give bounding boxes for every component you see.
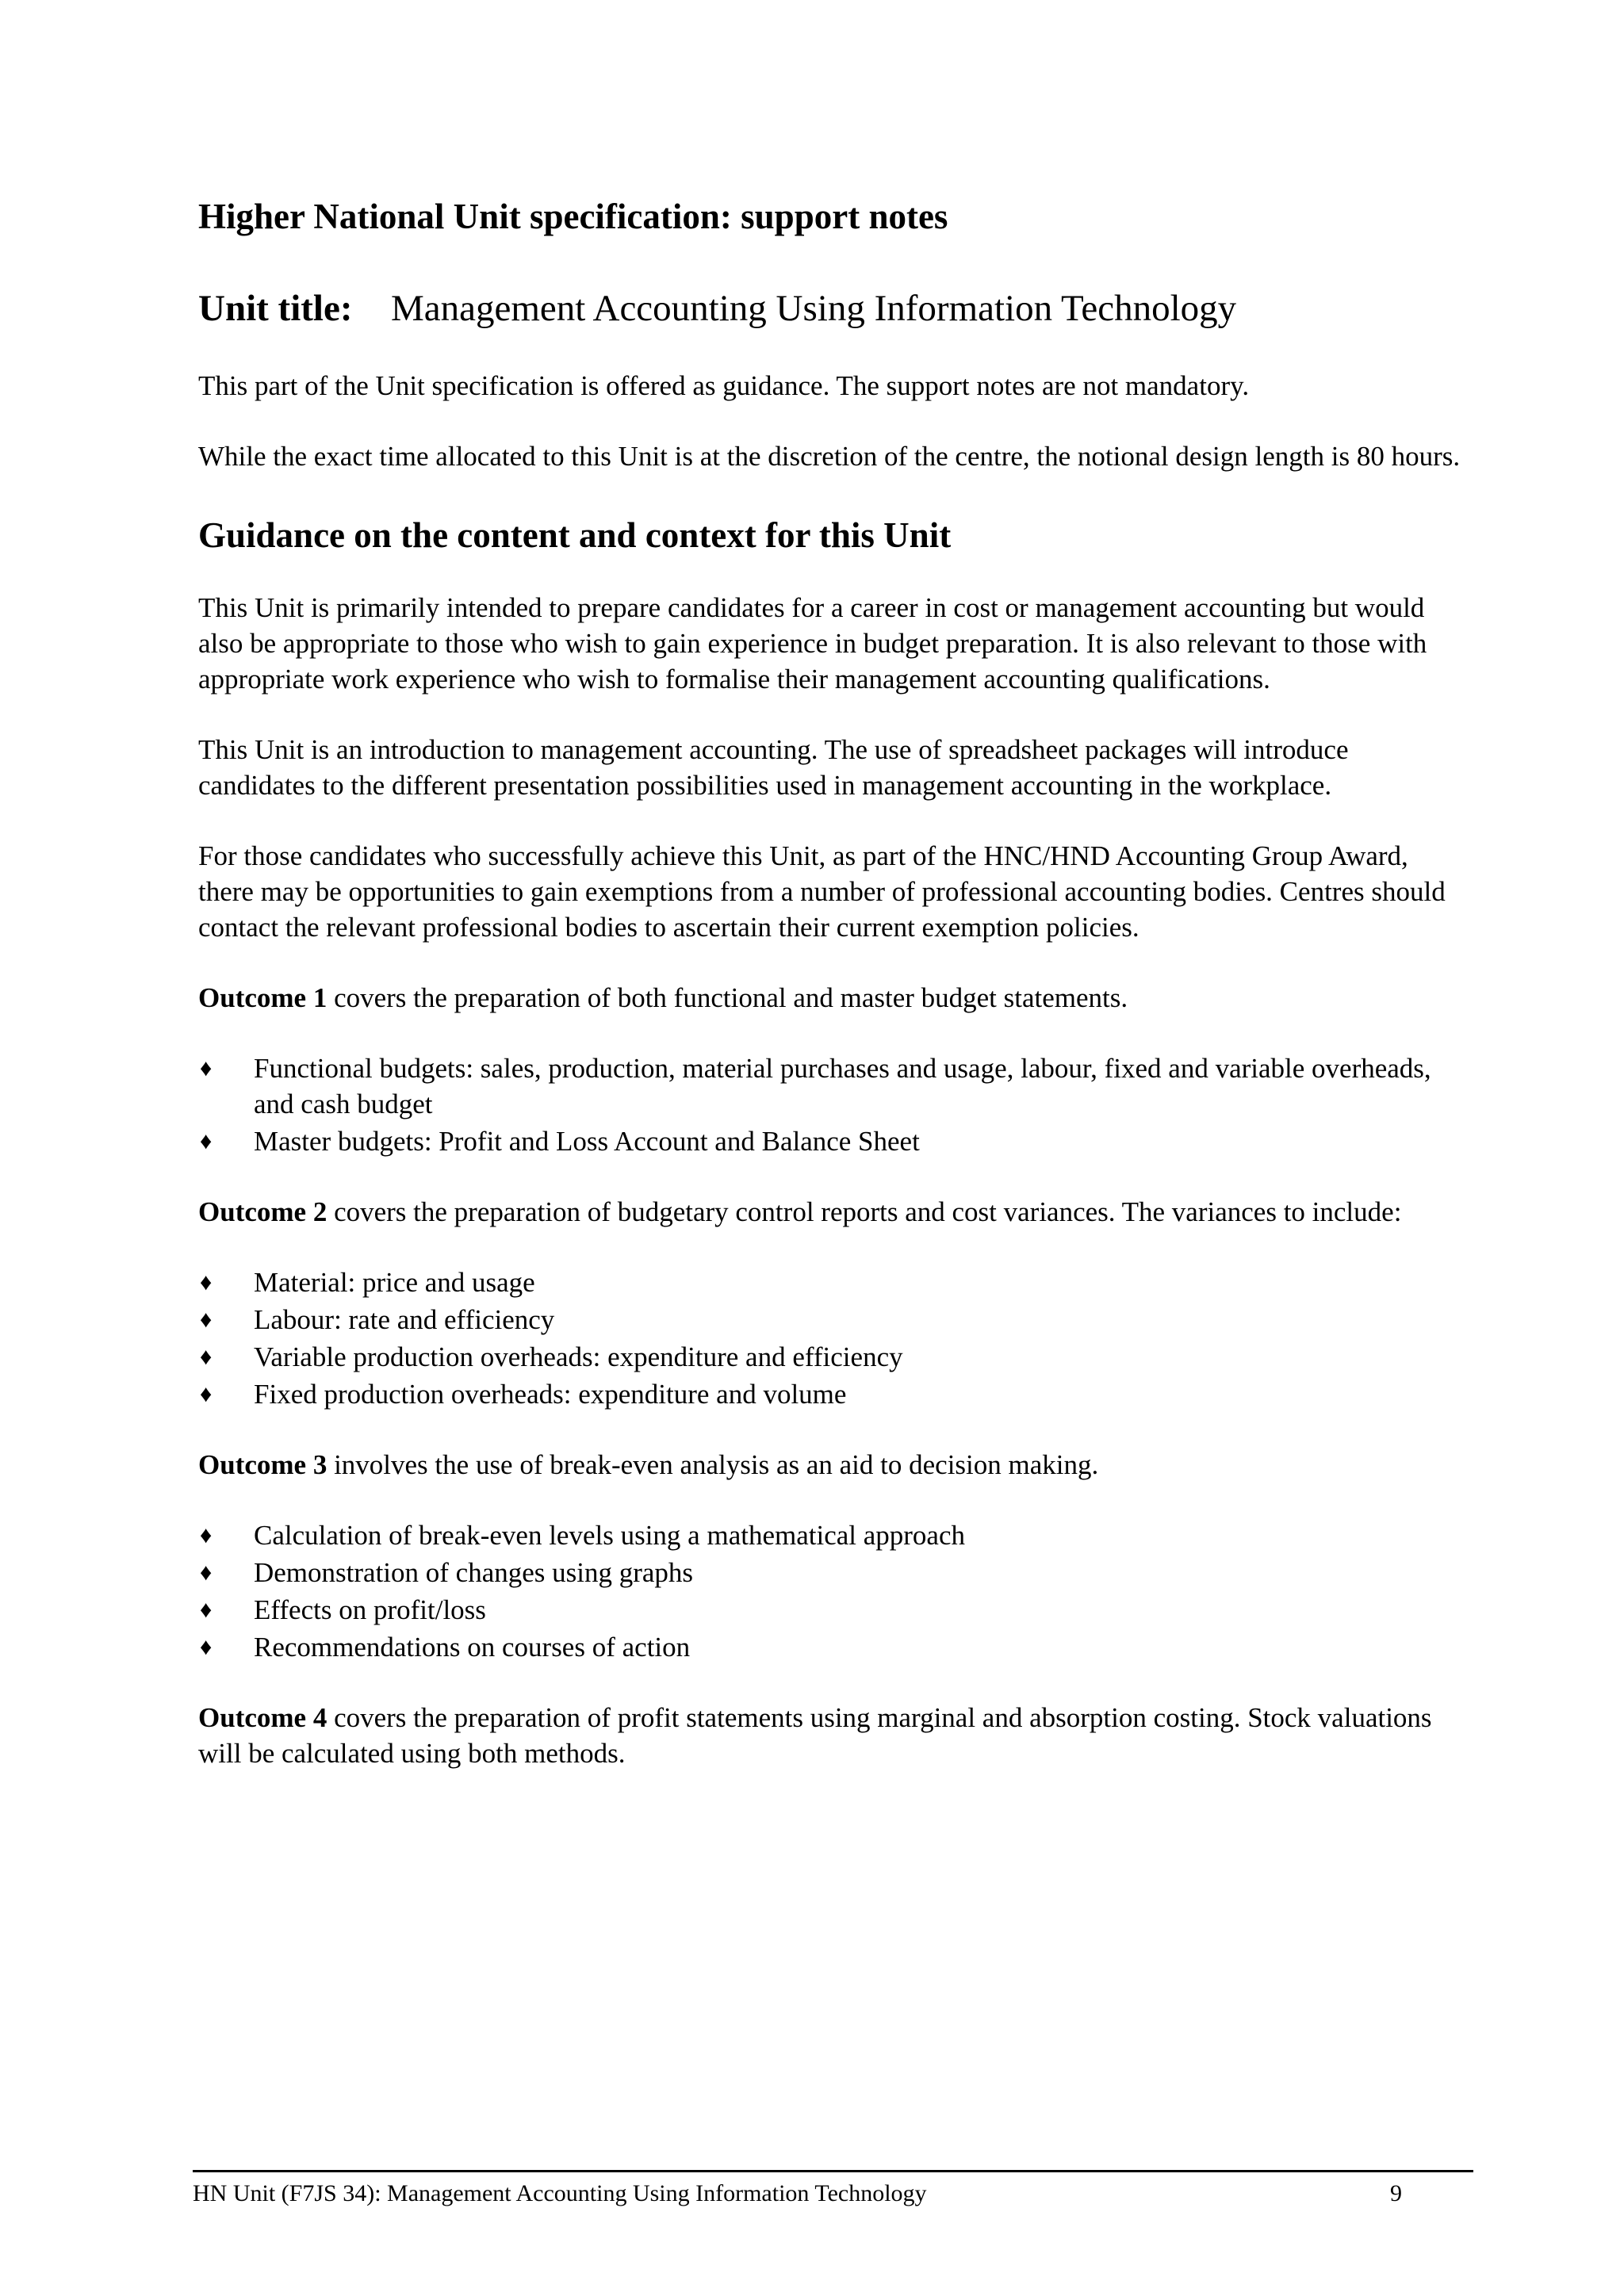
list-item — [198, 1302, 1467, 1337]
list-item-text: Material: price and usage — [254, 1266, 535, 1298]
list-item — [198, 1339, 1467, 1375]
list-item — [198, 1050, 1467, 1122]
unit-title-label: Unit title: — [198, 287, 353, 329]
outcome-2-list — [198, 1265, 1467, 1412]
list-item — [198, 1265, 1467, 1300]
body-paragraph: For those candidates who successfully achieve this Unit, as part of the HNC/HND Accounting Group Award, there may be opportunities to gain exemptions from a number of professional accounting bodies. Centres should contact the relevant professional bodies to ascertain their current exemption policies. — [198, 840, 1446, 943]
unit-title-value: Management Accounting Using Information Technology — [391, 287, 1237, 329]
list-item-text: Fixed production overheads: expenditure and volume — [254, 1378, 847, 1410]
outcome-3-list — [198, 1517, 1467, 1665]
list-item — [198, 1592, 1467, 1628]
list-item-text: Labour: rate and efficiency — [254, 1303, 555, 1335]
outcome-label: Outcome 3 — [198, 1448, 327, 1480]
outcome-label: Outcome 2 — [198, 1196, 327, 1227]
outcome-label: Outcome 4 — [198, 1701, 327, 1733]
diamond-bullet-icon: ♦ — [200, 1559, 213, 1586]
outcome-2-paragraph — [198, 1194, 1467, 1230]
page-heading: Higher National Unit specification: support notes — [198, 197, 948, 236]
intro-paragraph: While the exact time allocated to this Unit is at the discretion of the centre, the notional design length is 80 hours. — [198, 440, 1461, 472]
section-heading: Guidance on the content and context for this Unit — [198, 515, 952, 555]
outcome-text: involves the use of break-even analysis as an aid to decision making. — [327, 1448, 1099, 1480]
diamond-bullet-icon: ♦ — [200, 1127, 213, 1154]
outcome-text: covers the preparation of profit statements using marginal and absorption costing. Stock valuations will be calculated using both methods. — [198, 1701, 1432, 1769]
list-item — [198, 1123, 1467, 1159]
diamond-bullet-icon: ♦ — [200, 1343, 213, 1370]
outcome-3-paragraph — [198, 1447, 1467, 1483]
list-item — [198, 1629, 1467, 1665]
outcome-text: covers the preparation of budgetary control reports and cost variances. The variances to include: — [327, 1196, 1402, 1227]
body-paragraph: This Unit is primarily intended to prepare candidates for a career in cost or management accounting but would also be appropriate to those who wish to gain experience in budget preparation. It is also relevant to those with appropriate work experience who wish to formalise their management accounting qualifications. — [198, 591, 1427, 695]
document-page — [198, 197, 1467, 1806]
list-item-text: Functional budgets: sales, production, material purchases and usage, labour, fixed and variable overheads, and cash budget — [254, 1052, 1431, 1119]
page-footer — [193, 2170, 1473, 2207]
list-item — [198, 1555, 1467, 1590]
diamond-bullet-icon: ♦ — [200, 1380, 213, 1407]
diamond-bullet-icon: ♦ — [200, 1306, 213, 1333]
outcome-text: covers the preparation of both functional and master budget statements. — [327, 982, 1128, 1013]
page-number: 9 — [1390, 2180, 1402, 2206]
outcome-1-list — [198, 1050, 1467, 1159]
diamond-bullet-icon: ♦ — [200, 1521, 213, 1548]
outcome-4-paragraph — [198, 1700, 1467, 1771]
diamond-bullet-icon: ♦ — [200, 1054, 213, 1081]
list-item-text: Calculation of break-even levels using a mathematical approach — [254, 1519, 965, 1551]
diamond-bullet-icon: ♦ — [200, 1633, 213, 1660]
list-item — [198, 1376, 1467, 1412]
list-item — [198, 1517, 1467, 1553]
list-item-text: Master budgets: Profit and Loss Account and Balance Sheet — [254, 1125, 920, 1157]
list-item-text: Variable production overheads: expenditure and efficiency — [254, 1341, 903, 1372]
footer-text: HN Unit (F7JS 34): Management Accounting Using Information Technology — [193, 2180, 927, 2206]
body-paragraph: This Unit is an introduction to management accounting. The use of spreadsheet packages will introduce candidates to the different presentation possibilities used in management accounting in the workplace. — [198, 733, 1349, 801]
list-item-text: Demonstration of changes using graphs — [254, 1556, 694, 1588]
list-item-text: Effects on profit/loss — [254, 1594, 486, 1625]
list-item-text: Recommendations on courses of action — [254, 1631, 691, 1663]
diamond-bullet-icon: ♦ — [200, 1269, 213, 1295]
outcome-label: Outcome 1 — [198, 982, 327, 1013]
intro-paragraph: This part of the Unit specification is offered as guidance. The support notes are not mandatory. — [198, 369, 1250, 401]
diamond-bullet-icon: ♦ — [200, 1596, 213, 1623]
outcome-1-paragraph — [198, 980, 1467, 1016]
unit-title — [198, 287, 1467, 330]
